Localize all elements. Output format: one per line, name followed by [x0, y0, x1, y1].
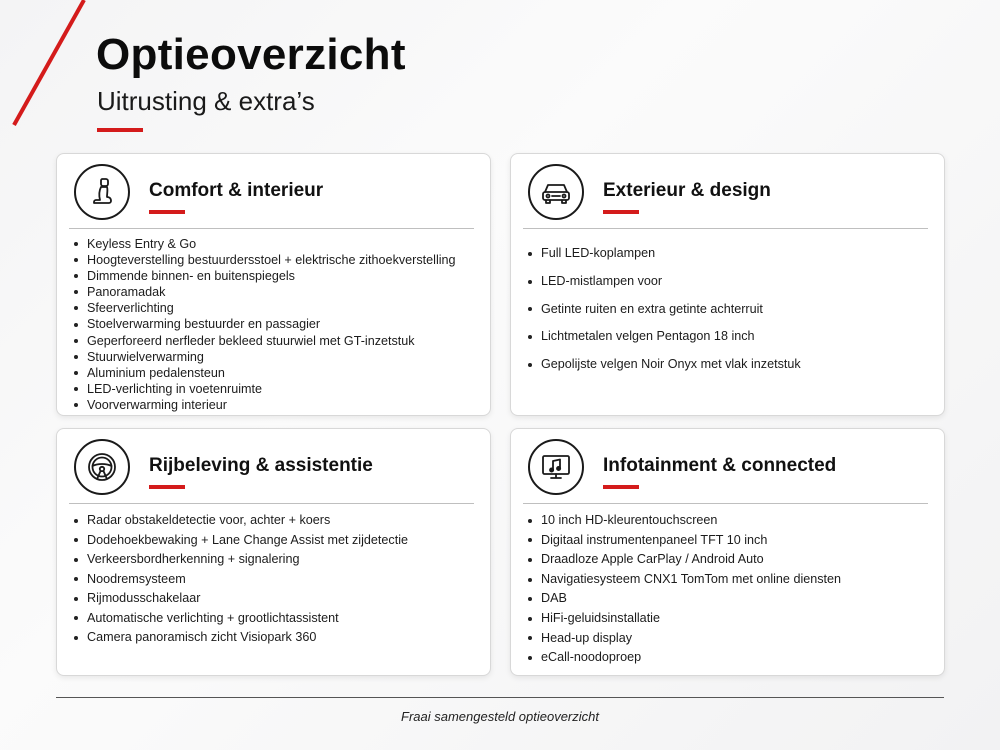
option-item: 10 inch HD-kleurentouchscreen: [527, 511, 934, 531]
section-accent-rule: [149, 485, 185, 489]
option-item: eCall-noodoproep: [527, 648, 934, 668]
option-item: Head-up display: [527, 629, 934, 649]
section-title: Comfort & interieur: [149, 180, 324, 201]
music-screen-icon: [528, 439, 584, 495]
section-accent-rule: [149, 210, 185, 214]
title-accent-rule: [97, 128, 143, 132]
option-item: HiFi-geluidsinstallatie: [527, 609, 934, 629]
section-divider: [69, 503, 474, 504]
option-item: DAB: [527, 589, 934, 609]
option-item: Geperforeerd nerfleder bekleed stuurwiel met GT-inzetstuk: [73, 333, 480, 349]
section-card-exterieur: [510, 153, 945, 416]
option-item: Camera panoramisch zicht Visiopark 360: [73, 628, 480, 648]
option-item: Draadloze Apple CarPlay / Android Auto: [527, 550, 934, 570]
option-item: Voorverwarming interieur: [73, 397, 480, 413]
option-item: Hoogteverstelling bestuurdersstoel + elektrische zithoekverstelling: [73, 252, 480, 268]
steering-wheel-icon: [74, 439, 130, 495]
option-list: [73, 511, 480, 648]
option-list: [527, 240, 934, 379]
option-item: Navigatiesysteem CNX1 TomTom met online diensten: [527, 570, 934, 590]
option-item: Rijmodusschakelaar: [73, 589, 480, 609]
option-item: Full LED-koplampen: [527, 240, 934, 268]
section-title: Rijbeleving & assistentie: [149, 455, 373, 476]
section-divider: [523, 228, 928, 229]
page-subtitle: Uitrusting & extra’s: [97, 86, 315, 116]
option-item: Noodremsysteem: [73, 570, 480, 590]
option-item: Panoramadak: [73, 284, 480, 300]
option-item: Keyless Entry & Go: [73, 236, 480, 252]
option-item: LED-mistlampen voor: [527, 268, 934, 296]
footer-caption: Fraai samengesteld optieoverzicht: [401, 709, 599, 724]
option-item: Gepolijste velgen Noir Onyx met vlak inzetstuk: [527, 351, 934, 379]
section-accent-rule: [603, 485, 639, 489]
option-item: Aluminium pedalensteun: [73, 365, 480, 381]
footer-divider: [56, 697, 944, 698]
option-item: Stuurwielverwarming: [73, 349, 480, 365]
section-accent-rule: [603, 210, 639, 214]
car-front-icon: [528, 164, 584, 220]
option-item: Automatische verlichting + grootlichtassistent: [73, 609, 480, 629]
option-item: LED-verlichting in voetenruimte: [73, 381, 480, 397]
option-item: Stoelverwarming bestuurder en passagier: [73, 316, 480, 332]
section-title: Exterieur & design: [603, 180, 771, 201]
option-item: Lichtmetalen velgen Pentagon 18 inch: [527, 323, 934, 351]
red-slash-decoration: [0, 0, 100, 140]
option-item: Radar obstakeldetectie voor, achter + koers: [73, 511, 480, 531]
section-card-infotainment: [510, 428, 945, 676]
section-divider: [523, 503, 928, 504]
section-card-rijbeleving: [56, 428, 491, 676]
option-item: Verkeersbordherkenning + signalering: [73, 550, 480, 570]
section-divider: [69, 228, 474, 229]
option-item: Dimmende binnen- en buitenspiegels: [73, 268, 480, 284]
section-card-comfort: [56, 153, 491, 416]
option-list: [73, 236, 480, 413]
option-item: Sfeerverlichting: [73, 300, 480, 316]
section-title: Infotainment & connected: [603, 455, 837, 476]
car-seat-icon: [74, 164, 130, 220]
option-item: Digitaal instrumentenpaneel TFT 10 inch: [527, 531, 934, 551]
option-item: Getinte ruiten en extra getinte achterruit: [527, 296, 934, 324]
option-list: [527, 511, 934, 668]
page-title: Optieoverzicht: [96, 30, 406, 79]
option-item: Dodehoekbewaking + Lane Change Assist met zijdetectie: [73, 531, 480, 551]
